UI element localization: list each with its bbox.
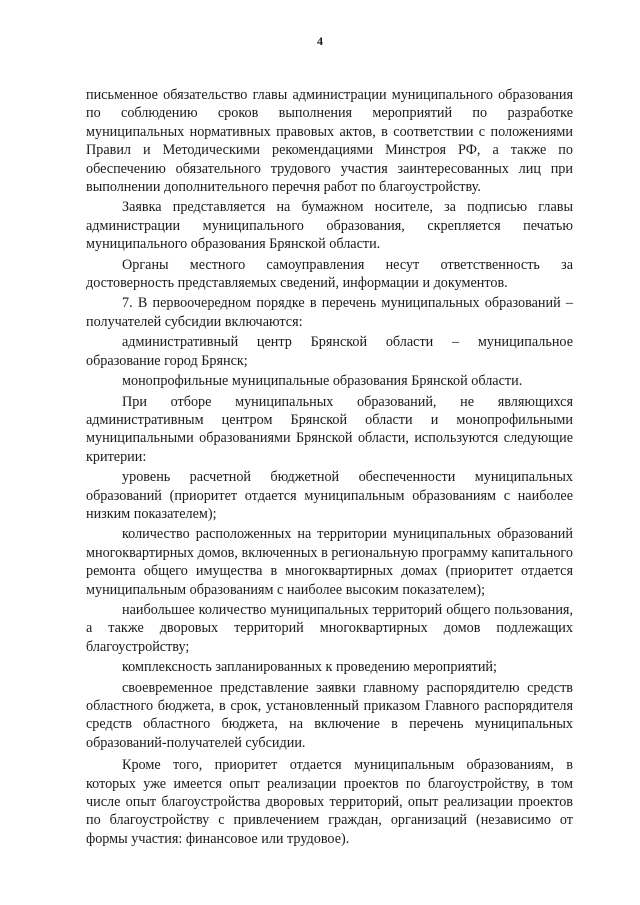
paragraph-obligation: письменное обязательство главы администрации муниципального образования по соблюдению сроков выполнения мероприятий по разработке муниципальных нормативных правовых актов, в соответствии с положениями Правил и Методическими рекомендациями Минстроя РФ, а также по обеспечению обязательного трудового участия заинтересованных лиц при выполнении дополнительного перечня работ по благоустройству. <box>86 87 573 196</box>
paragraph-selection-criteria: При отборе муниципальных образований, не являющихся административным центром Брянской области и монопрофильными муниципальными образованиями Брянской области, используются следующие критерии: <box>86 393 573 465</box>
criterion-complexity: комплексность запланированных к проведению мероприятий; <box>122 659 497 676</box>
paragraph-application-submission: Заявка представляется на бумажном носителе, за подписью главы администрации муниципального образования, скрепляется печатью муниципального образования Брянской области. <box>86 199 573 253</box>
document-body <box>86 86 573 850</box>
page-number: 4 <box>317 34 323 48</box>
criterion-timely-submission: своевременное представление заявки главному распорядителю средств областного бюджета, в срок, установленный приказом Главного распорядителя средств областного бюджета, на включение в перечень муниципальных образований-получателей субсидии. <box>86 679 573 751</box>
criterion-apartment-buildings: количество расположенных на территории муниципальных образований многоквартирных домов, включенных в региональную программу капитального ремонта общего имущества в многоквартирных домах (приоритет отдается муниципальным образованиям с наиболее высоким показателем); <box>86 526 573 598</box>
paragraph-responsibility: Органы местного самоуправления несут ответственность за достоверность представляемых сведений, информации и документов. <box>86 256 573 292</box>
paragraph-priority-experience: Кроме того, приоритет отдается муниципальным образованиям, в которых уже имеется опыт реализации проектов по благоустройству, в том числе опыт благоустройства дворовых территорий, опыт реализации проектов по благоустройству с привлечением граждан, организаций (независимо от формы участия: финансовое или трудовое). <box>86 757 573 847</box>
paragraph-admin-center: административный центр Брянской области – муниципальное образование город Брянск; <box>86 334 573 369</box>
paragraph-monoprofile: монопрофильные муниципальные образования Брянской области. <box>122 373 523 390</box>
paragraph-item-7: 7. В первоочередном порядке в перечень муниципальных образований – получателей субсидии включаются: <box>86 295 573 330</box>
criterion-public-territories: наибольшее количество муниципальных территорий общего пользования, а также дворовых территорий многоквартирных домов подлежащих благоустройству; <box>86 601 573 655</box>
criterion-budget-provision: уровень расчетной бюджетной обеспеченности муниципальных образований (приоритет отдается муниципальным образованиям с наиболее низким показателем); <box>86 469 573 522</box>
